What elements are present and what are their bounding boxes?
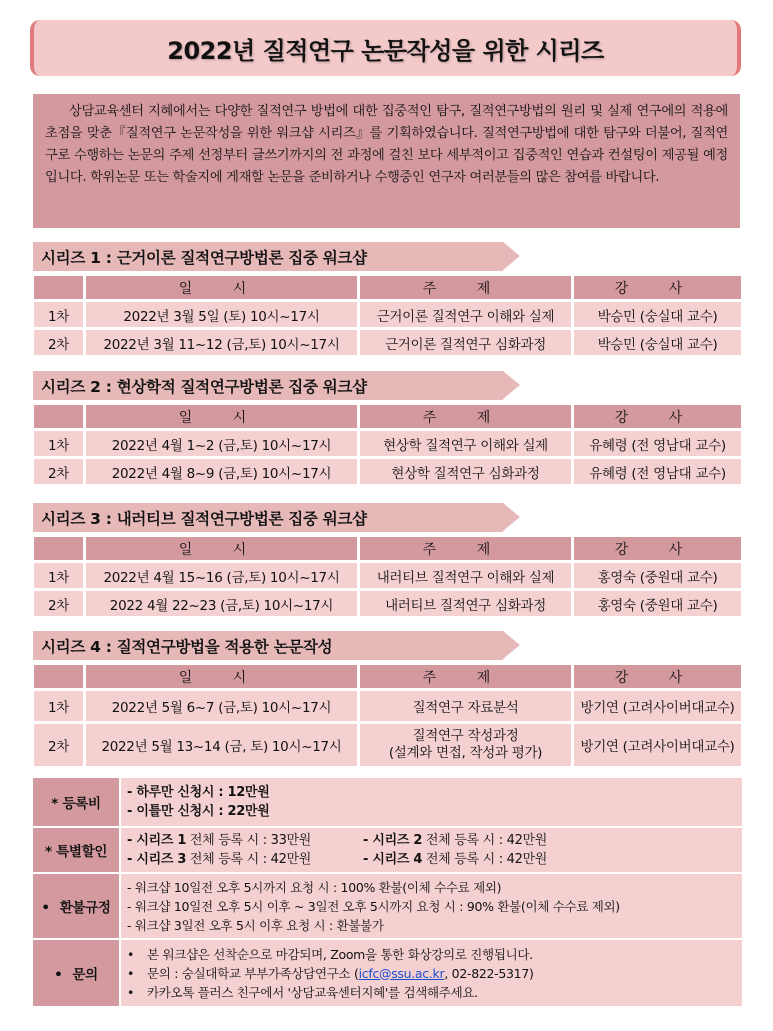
session-lecturer: 홍영숙 (중원대 교수) [574, 563, 741, 588]
table-row [34, 330, 741, 355]
header-lecturer: 강 사 [574, 405, 741, 428]
session-no: 1차 [34, 691, 83, 721]
schedule-table [31, 534, 744, 619]
session-lecturer: 방기연 (고려사이버대교수) [574, 691, 741, 721]
contact-line: 카카오톡 플러스 친구에서 '상담교육센터지혜'를 검색해주세요. [147, 984, 478, 1000]
header-lecturer: 강 사 [574, 276, 741, 299]
contact-label: 문의 [72, 967, 98, 983]
session-no: 1차 [34, 563, 83, 588]
session-topic: 근거이론 질적연구 심화과정 [360, 330, 571, 355]
discount-series-name: - 시리즈 2 [363, 833, 423, 848]
session-no: 2차 [34, 459, 83, 484]
schedule-table [31, 402, 744, 487]
refund-line: - 워크샵 10일전 오후 5시 이후 ~ 3일전 오후 5시까지 요청 시 : 90% 환불(이체 수수료 제외) [127, 898, 620, 914]
session-date: 2022년 5월 6~7 (금,토) 10시~17시 [86, 691, 357, 721]
contact-line: 본 워크샵은 선착순으로 마감되며, Zoom을 통한 화상강의로 진행됩니다. [147, 946, 533, 962]
info-section [33, 776, 742, 1008]
session-date: 2022년 3월 11~12 (금,토) 10시~17시 [86, 330, 357, 355]
topic-subline: (설계와 면접, 작성과 평가) [388, 745, 543, 761]
header-date: 일 시 [86, 665, 357, 688]
session-date: 2022년 4월 8~9 (금,토) 10시~17시 [86, 459, 357, 484]
session-lecturer: 홍영숙 (중원대 교수) [574, 591, 741, 616]
series-title: 시리즈 1 : 근거이론 질적연구방법론 집중 워크샵 [33, 242, 503, 271]
table-row [34, 302, 741, 327]
session-no: 2차 [34, 724, 83, 766]
fee-values [121, 778, 742, 826]
discount-label: * 특별할인 [33, 828, 119, 872]
discount-series-name: - 시리즈 3 [127, 852, 187, 867]
header-blank [34, 276, 83, 299]
session-lecturer: 유혜령 (전 영남대 교수) [574, 459, 741, 484]
session-lecturer: 박승민 (숭실대 교수) [574, 302, 741, 327]
info-table [31, 776, 744, 1008]
session-lecturer: 유혜령 (전 영남대 교수) [574, 431, 741, 456]
header-topic: 주 제 [360, 405, 571, 428]
header-lecturer: 강 사 [574, 665, 741, 688]
discount-series-text: 전체 등록 시 : 42만원 [186, 852, 312, 867]
intro-paragraph: 상담교육센터 지혜에서는 다양한 질적연구 방법에 대한 집중적인 탐구, 질적연구방법의 원리 및 실제 연구에의 적용에 초점을 맞춘『질적연구 논문작성을 위한 워크샵 시리즈』를 기획하였습니다. 질적연구방법에 대한 탐구와 더불어, 질적연구로 수행하는 논문의 주제 선정부터 글쓰기까지의 전 과정에 걸친 보다 세부적이고 집중적인 연습과 컨설팅이 제공될 예정입니다. 학위논문 또는 학술지에 게재할 논문을 준비하거나 수행중인 연구자 여러분들의 많은 참여를 바랍니다. [33, 94, 740, 228]
session-topic: 현상학 질적연구 이해와 실제 [360, 431, 571, 456]
session-date: 2022년 4월 1~2 (금,토) 10시~17시 [86, 431, 357, 456]
table-row [34, 691, 741, 721]
series-1 [33, 242, 742, 358]
session-date: 2022 4월 22~23 (금,토) 10시~17시 [86, 591, 357, 616]
email-link[interactable]: icfc@ssu.ac.kr [358, 965, 445, 981]
session-topic: 내러티브 질적연구 심화과정 [360, 591, 571, 616]
session-date: 2022년 3월 5일 (토) 10시~17시 [86, 302, 357, 327]
session-topic: 내러티브 질적연구 이해와 실제 [360, 563, 571, 588]
session-no: 2차 [34, 330, 83, 355]
discount-series-text: 전체 등록 시 : 33만원 [186, 833, 312, 848]
discount-row [33, 828, 742, 872]
header-topic: 주 제 [360, 276, 571, 299]
discount-series-name: - 시리즈 1 [127, 833, 187, 848]
header-blank [34, 665, 83, 688]
header-date: 일 시 [86, 537, 357, 560]
session-date: 2022년 4월 15~16 (금,토) 10시~17시 [86, 563, 357, 588]
table-row [34, 431, 741, 456]
session-lecturer: 방기연 (고려사이버대교수) [574, 724, 741, 766]
series-3 [33, 503, 742, 619]
contact-values: • 본 워크샵은 선착순으로 마감되며, Zoom을 통한 화상강의로 진행됩니다. • 문의 : 숭실대학교 부부가족상담연구소 (icfc@ssu.ac.kr, 02-822-5317) • 카카오톡 플러스 친구에서 '상담교육센터지혜'를 검색해주세요. [121, 940, 742, 1006]
session-no: 1차 [34, 431, 83, 456]
session-topic: 근거이론 질적연구 이해와 실제 [360, 302, 571, 327]
table-row [34, 459, 741, 484]
header-topic: 주 제 [360, 537, 571, 560]
series-title: 시리즈 2 : 현상학적 질적연구방법론 집중 워크샵 [33, 371, 503, 400]
header-blank [34, 537, 83, 560]
contact-label-cell: • 문의 [33, 940, 119, 1006]
schedule-table [31, 273, 744, 358]
refund-values [121, 874, 742, 938]
table-row [34, 563, 741, 588]
refund-line: - 워크샵 10일전 오후 5시까지 요청 시 : 100% 환불(이체 수수료 제외) [127, 879, 502, 895]
refund-label: 환불규정 [59, 900, 111, 916]
series-title: 시리즈 3 : 내러티브 질적연구방법론 집중 워크샵 [33, 503, 503, 532]
fee-line: - 이틀만 신청시 : 22만원 [127, 804, 270, 819]
schedule-table [31, 662, 744, 769]
header-blank [34, 405, 83, 428]
discount-series-text: 전체 등록 시 : 42만원 [422, 833, 548, 848]
discount-values [121, 828, 742, 872]
session-lecturer: 박승민 (숭실대 교수) [574, 330, 741, 355]
discount-series-text: 전체 등록 시 : 42만원 [422, 852, 548, 867]
series-title: 시리즈 4 : 질적연구방법을 적용한 논문작성 [33, 631, 503, 660]
page-title: 2022년 질적연구 논문작성을 위한 시리즈 [167, 36, 604, 65]
table-row [34, 591, 741, 616]
table-row [34, 724, 741, 766]
series-2 [33, 371, 742, 487]
topic-line: 질적연구 작성과정 [412, 728, 519, 744]
session-topic: 현상학 질적연구 심화과정 [360, 459, 571, 484]
session-topic: 질적연구 자료분석 [360, 691, 571, 721]
header-topic: 주 제 [360, 665, 571, 688]
title-banner [30, 20, 741, 76]
fee-label: * 등록비 [33, 778, 119, 826]
header-date: 일 시 [86, 405, 357, 428]
session-no: 2차 [34, 591, 83, 616]
session-topic [360, 724, 571, 766]
header-lecturer: 강 사 [574, 537, 741, 560]
session-no: 1차 [34, 302, 83, 327]
contact-line-pre: 문의 : 숭실대학교 부부가족상담연구소 ( [147, 965, 359, 981]
series-4 [33, 631, 742, 769]
header-date: 일 시 [86, 276, 357, 299]
refund-row [33, 874, 742, 938]
fee-line: - 하루만 신청시 : 12만원 [127, 785, 270, 800]
session-date: 2022년 5월 13~14 (금, 토) 10시~17시 [86, 724, 357, 766]
contact-row [33, 940, 742, 1006]
refund-label-cell: • 환불규정 [33, 874, 119, 938]
discount-series-name: - 시리즈 4 [363, 852, 423, 867]
fee-row [33, 778, 742, 826]
contact-line-post: , 02-822-5317) [444, 965, 534, 981]
refund-line: - 워크샵 3일전 오후 5시 이후 요청 시 : 환불불가 [127, 917, 384, 933]
